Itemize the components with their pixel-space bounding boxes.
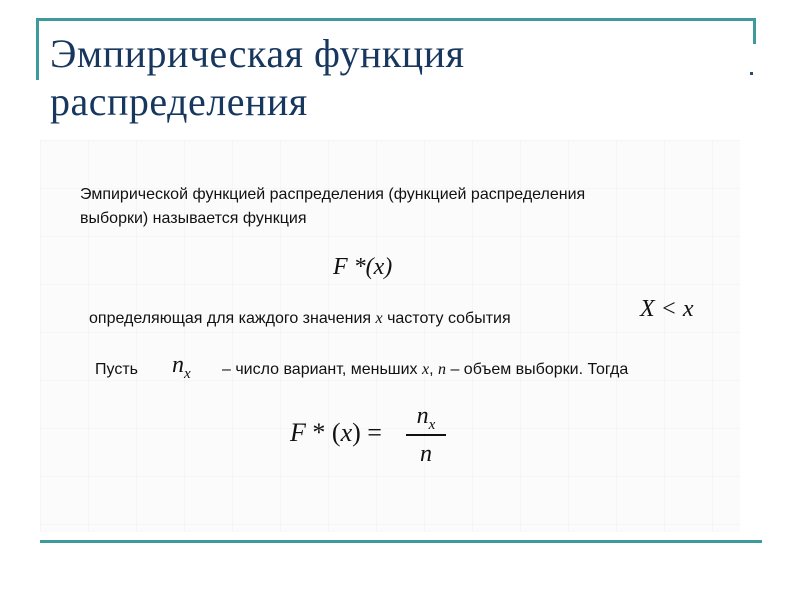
let-text-3: – объем выборки. Тогда [446,361,629,378]
function-symbol: F *(x) [333,254,393,280]
determining-variable: x [375,310,383,327]
let-variable-n: n [438,361,446,378]
right-divider [753,18,756,44]
let-text [222,358,628,382]
left-divider [36,18,39,80]
definition-line-2: выборки) называется функция [80,210,307,227]
decorative-dot [750,72,753,75]
formula-star: * [305,418,332,447]
slide-title [50,30,740,126]
formula-equals: = [360,418,382,447]
let-word: Пусть [95,361,138,378]
definition-paragraph [80,183,730,231]
bottom-divider [40,540,762,543]
title-line-2: распределения [50,79,308,124]
nx-subscript: x [184,366,191,382]
formula-paren-close: ) [352,418,361,447]
definition-line-1: Эмпирической функцией распределения (функцией распределения [80,186,586,203]
numerator-subscript: x [428,417,436,433]
determining-text [89,307,511,331]
formula-lhs [290,418,382,448]
event-expression: X < x [640,296,694,322]
numerator-base: n [416,403,429,429]
nx-symbol [172,352,191,383]
top-divider [36,18,756,21]
let-variable-x: x [422,361,430,378]
fraction-denominator: n [420,441,432,467]
let-text-2: , [429,361,438,378]
determining-text-before: определяющая для каждого значения [89,310,376,327]
formula-paren-open: ( [331,418,341,447]
formula-fraction [406,400,446,470]
title-line-1: Эмпирическая функция [50,31,465,76]
formula-x: x [340,418,353,447]
fraction-bar [406,434,446,436]
let-text-1: – число вариант, меньших [222,361,422,378]
formula-f: F [290,418,306,447]
nx-base: n [172,352,184,378]
fraction-numerator [406,400,446,432]
determining-text-after: частоту события [382,310,511,327]
